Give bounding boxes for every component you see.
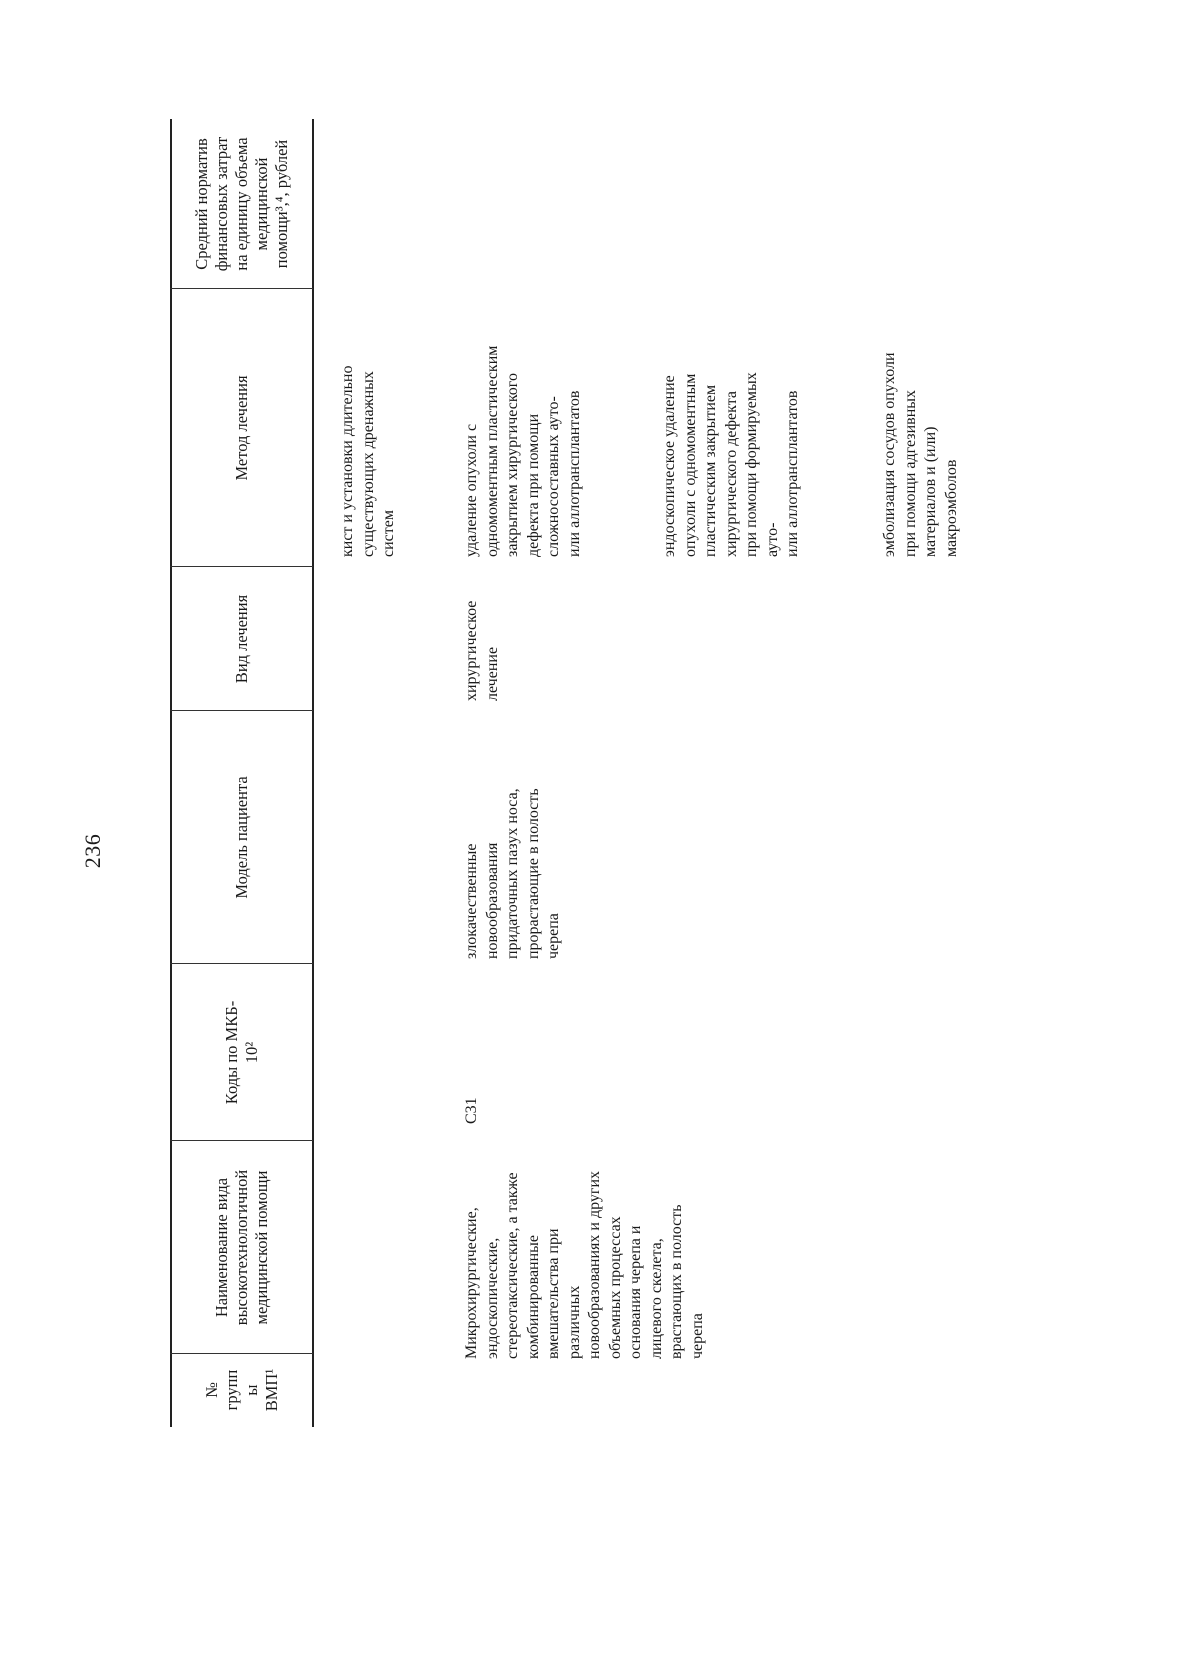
column-divider [170, 1140, 313, 1141]
patient-model-cell: злокачественные новообразования придаточных пазух носа, прорастающие в полость черепа [463, 788, 562, 959]
page-number: 236 [80, 833, 105, 869]
header-patient-model: Модель пациента [232, 776, 251, 899]
column-divider [170, 963, 313, 964]
treatment-method-cell: эндоскопическое удаление опухоли с одномоментным пластическим закрытием хирургического дефекта при помощи формируемых ауто- или аллотрансплантатов [661, 372, 801, 557]
vmp-name-cell: Микрохирургические, эндоскопические, стереотаксические, а также комбинированные вмешательства при различных новообразованиях и других объемных процессах основания черепа и лицевого скелета, врастающих в полость черепа [463, 1170, 706, 1359]
header-icd-codes: Коды по МКБ- 10² [222, 1000, 261, 1105]
column-divider [170, 1353, 313, 1354]
column-divider [170, 710, 313, 711]
header-cost-standard: Средний норматив финансовых затрат на единицу объема медицинской помощи³,⁴, рублей [192, 136, 291, 272]
column-divider [170, 288, 313, 289]
header-treatment-type: Вид лечения [232, 594, 251, 684]
column-divider [170, 566, 313, 567]
treatment-type-cell: хирургическое лечение [463, 600, 501, 701]
method-continuation-cell: кист и установки длительно существующих дренажных систем [339, 365, 397, 557]
treatment-method-cell: удаление опухоли с одномоментным пластическим закрытием хирургического дефекта при помощи сложносоставных ауто- или аллотрансплантатов [463, 345, 583, 557]
header-treatment-method: Метод лечения [232, 375, 251, 481]
treatment-method-cell: эмболизация сосудов опухоли при помощи адгезивных материалов и (или) макроэмболов [881, 352, 960, 557]
table-header-bottom-rule [312, 119, 314, 1427]
header-vmp-name: Наименование вида высокотехнологичной медицинской помощи [212, 1169, 271, 1326]
icd-code-cell: C31 [463, 1097, 480, 1124]
header-group-number: № групп ы ВМП¹ [202, 1368, 281, 1412]
